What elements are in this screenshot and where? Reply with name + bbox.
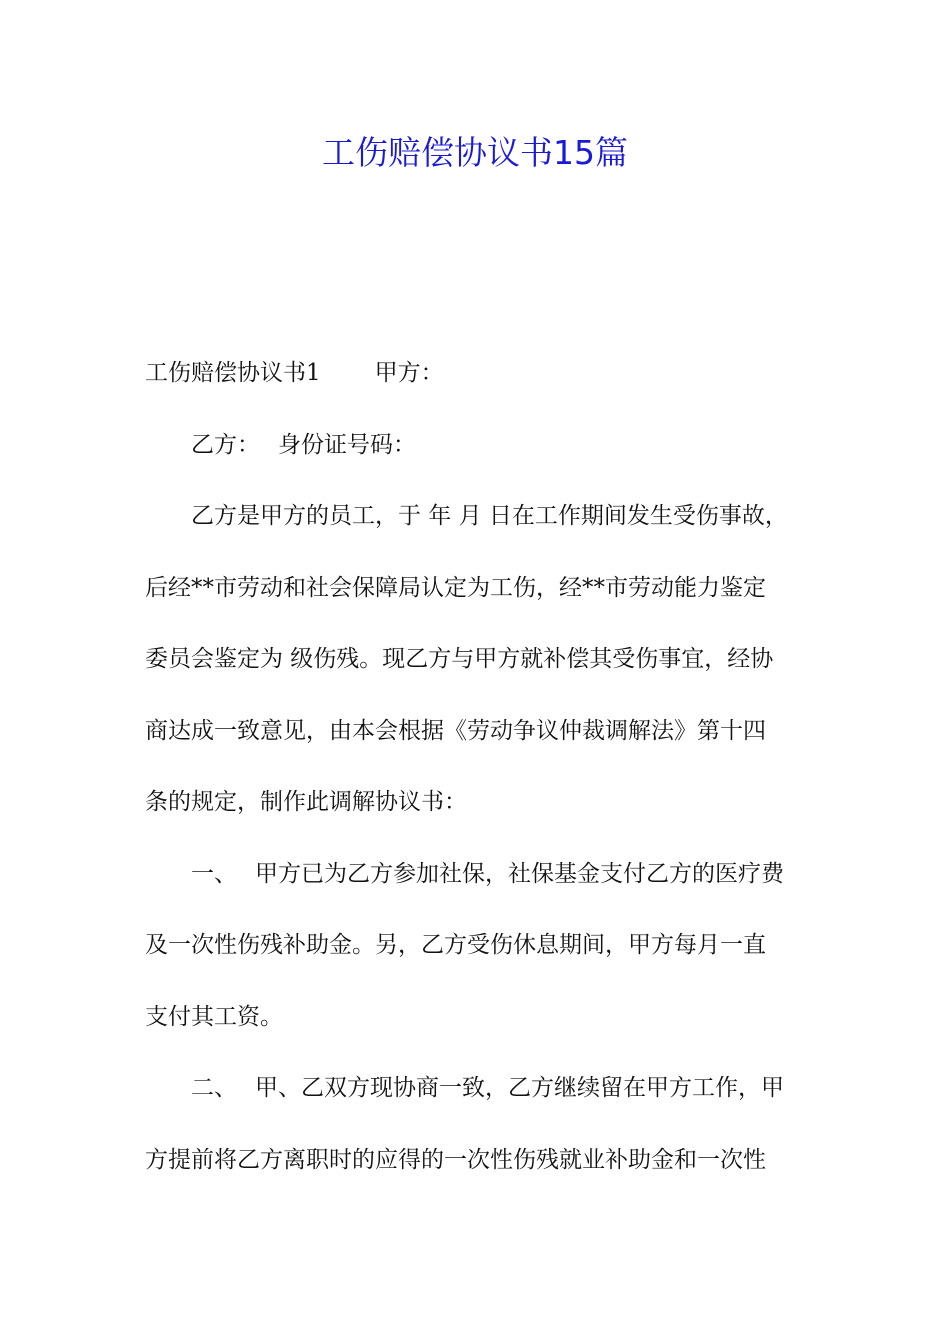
party-a-label: 甲方： xyxy=(374,360,444,386)
document-title: 工伤赔偿协议书15篇 xyxy=(322,133,628,172)
text-line: 条的规定，制作此调解协议书： xyxy=(145,789,467,815)
text-line: 方提前将乙方离职时的应得的一次性伤残就业补助金和一次性 xyxy=(145,1146,766,1173)
text-line: 商达成一致意见，由本会根据《劳动争议仲裁调解法》第十四 xyxy=(145,717,766,744)
subtitle: 工伤赔偿协议书1 xyxy=(145,360,321,386)
document-body xyxy=(145,338,815,1196)
text-line: 及一次性伤残补助金。另，乙方受伤休息期间，甲方每月一直 xyxy=(145,932,766,958)
text-line xyxy=(145,338,815,410)
text-line xyxy=(145,839,815,911)
text-line: 委员会鉴定为 级伤残。现乙方与甲方就补偿其受伤事宜，经协 xyxy=(145,646,774,672)
clause-number: 二、 xyxy=(191,1075,237,1101)
text-line: 后经**市劳动和社会保障局认定为工伤，经**市劳动能力鉴定 xyxy=(145,574,766,601)
text-line: 支付其工资。 xyxy=(145,1003,283,1030)
text-line xyxy=(145,410,815,482)
text-line xyxy=(145,1053,815,1125)
text-line: 乙方是甲方的员工，于 年 月 日在工作期间发生受伤事故， xyxy=(191,503,788,529)
clause-text: 甲、乙双方现协商一致，乙方继续留在甲方工作，甲 xyxy=(255,1075,784,1101)
clause-text: 甲方已为乙方参加社保，社保基金支付乙方的医疗费 xyxy=(255,860,784,887)
party-b-label: 乙方： xyxy=(191,431,260,458)
id-number-label: 身份证号码： xyxy=(278,431,416,458)
clause-number: 一、 xyxy=(191,860,237,887)
